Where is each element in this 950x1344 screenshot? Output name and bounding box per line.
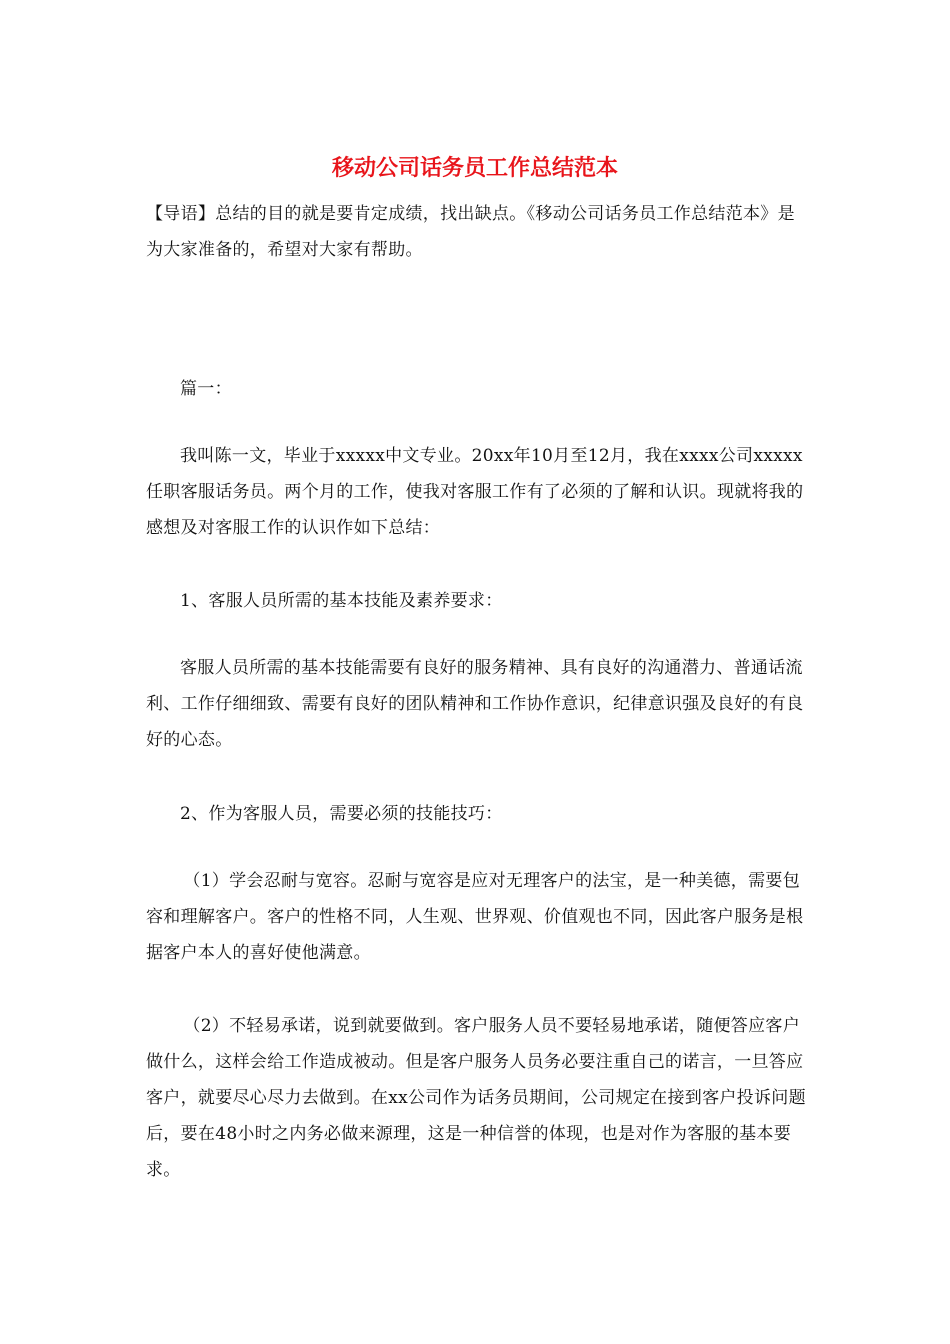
body-paragraph-promises: （2）不轻易承诺，说到就要做到。客户服务人员不要轻易地承诺，随便答应客户做什么，这样会给工作造成被动。但是客户服务人员务必要注重自己的诺言，一旦答应客户，就要尽心尽力去做到。在xx公司作为话务员期间，公司规定在接到客户投诉问题后，要在48小时之内务必做来源理，这是一种信誉的体现，也是对作为客服的基本要求。 [146, 1016, 806, 1180]
body-paragraph-basic-skills: 客服人员所需的基本技能需要有良好的服务精神、具有良好的沟通潜力、普通话流利、工作仔细细致、需要有良好的团队精神和工作协作意识，纪律意识强及良好的有良好的心态。 [146, 658, 804, 750]
section-heading-techniques: 2、作为客服人员，需要必须的技能技巧： [180, 804, 503, 824]
section-heading-basic-skills: 1、客服人员所需的基本技能及素养要求： [180, 591, 503, 611]
document-title: 移动公司话务员工作总结范本 [331, 155, 618, 181]
body-paragraph-patience: （1）学会忍耐与宽容。忍耐与宽容是应对无理客户的法宝，是一种美德，需要包容和理解客户。客户的性格不同，人生观、世界观、价值观也不同，因此客户服务是根据客户本人的喜好使他满意。 [146, 871, 804, 963]
section-label: 篇一： [180, 379, 232, 399]
body-paragraph-self-intro: 我叫陈一文，毕业于xxxxx中文专业。20xx年10月至12月，我在xxxx公司xxxxx任职客服话务员。两个月的工作，使我对客服工作有了必须的了解和认识。现就将我的感想及对客服工作的认识作如下总结： [146, 446, 804, 538]
intro-paragraph: 【导语】总结的目的就是要肯定成绩，找出缺点。《移动公司话务员工作总结范本》是为大家准备的，希望对大家有帮助。 [146, 204, 795, 260]
